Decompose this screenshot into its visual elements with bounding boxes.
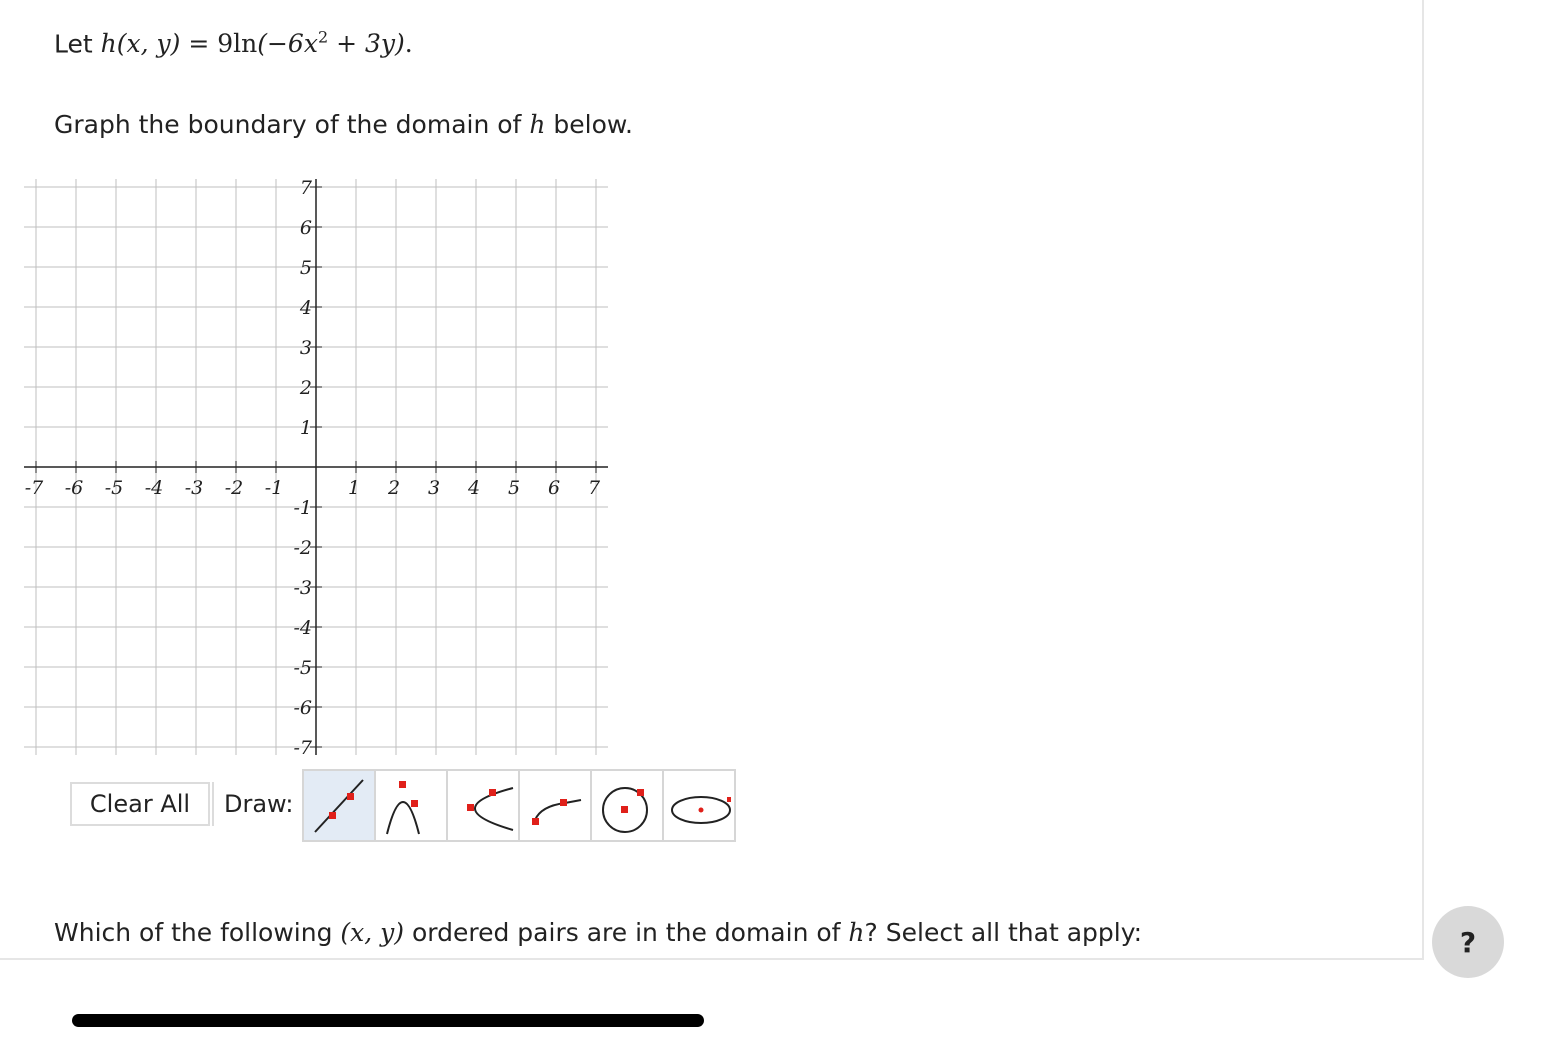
y-tick-label: -6: [293, 697, 312, 719]
question-text-end: ? Select all that apply:: [864, 918, 1143, 947]
question-variable: h: [848, 918, 865, 947]
graph-instruction: [54, 110, 633, 139]
exponent: 2: [317, 28, 329, 47]
y-tick-label: 5: [299, 257, 312, 279]
y-tick-label: 7: [299, 177, 312, 199]
x-tick-label: 1: [347, 477, 361, 499]
x-tick-label: 3: [427, 477, 441, 499]
ellipse-icon: [669, 776, 729, 836]
inner-expression: (−6x: [257, 29, 318, 59]
line-icon: [309, 776, 369, 836]
circle-tool-button[interactable]: [590, 769, 664, 842]
function-args: (x, y): [116, 29, 181, 59]
y-tick-label: 4: [299, 297, 312, 319]
ln-operator: ln: [233, 29, 258, 59]
y-tick-label: -5: [293, 657, 312, 679]
parabola-tool-button[interactable]: [374, 769, 448, 842]
x-tick-label: -1: [264, 477, 284, 499]
clear-all-button[interactable]: Clear All: [70, 782, 210, 826]
y-tick-label: -3: [293, 577, 312, 599]
question-text: Which of the following: [54, 918, 333, 947]
coefficient: 9: [217, 29, 234, 59]
y-tick-label: -1: [293, 497, 312, 519]
question-text-mid: ordered pairs are in the domain of: [412, 918, 841, 947]
draw-label: Draw:: [212, 782, 303, 826]
circle-icon: [597, 776, 657, 836]
y-tick-label: 6: [299, 217, 312, 239]
y-tick-label: 1: [299, 417, 312, 439]
y-tick-label: -2: [293, 537, 312, 559]
x-tick-label: -7: [24, 477, 44, 499]
x-tick-label: -3: [184, 477, 204, 499]
horizontal-scrollbar[interactable]: [72, 1014, 704, 1027]
ellipse-tool-button[interactable]: [662, 769, 736, 842]
function-name: h: [100, 29, 117, 59]
graph-canvas[interactable]: [24, 172, 640, 759]
period: .: [404, 29, 413, 59]
instruction-text: Graph the boundary of the domain of: [54, 110, 522, 139]
x-tick-label: -5: [104, 477, 124, 499]
sideways-parabola-tool-button[interactable]: [446, 769, 520, 842]
instruction-variable: h: [529, 110, 546, 139]
help-button[interactable]: ?: [1432, 906, 1504, 978]
y-tick-label: -7: [293, 737, 312, 759]
equals-sign: =: [188, 29, 210, 59]
domain-question: [54, 918, 1142, 947]
x-tick-label: 4: [467, 477, 481, 499]
x-tick-label: -2: [224, 477, 244, 499]
x-tick-label: -6: [64, 477, 84, 499]
root-curve-tool-button[interactable]: [518, 769, 592, 842]
y-tick-label: 2: [299, 377, 312, 399]
intro-text: Let: [54, 29, 93, 59]
line-tool-button[interactable]: [302, 769, 376, 842]
y-tick-label: -4: [293, 617, 312, 639]
sideways-parabola-icon: [453, 776, 513, 836]
parabola-icon: [381, 776, 441, 836]
instruction-text-end: below.: [553, 110, 633, 139]
inner-expression-rest: + 3y): [328, 29, 405, 59]
ordered-pair: (x, y): [340, 918, 405, 947]
x-tick-label: 6: [547, 477, 561, 499]
draw-toolbar: [304, 769, 736, 842]
x-tick-label: 7: [587, 477, 601, 499]
root-curve-icon: [525, 776, 585, 836]
x-tick-label: 5: [507, 477, 521, 499]
function-definition: [54, 28, 413, 58]
x-tick-label: 2: [387, 477, 401, 499]
y-tick-label: 3: [299, 337, 312, 359]
x-tick-label: -4: [144, 477, 164, 499]
